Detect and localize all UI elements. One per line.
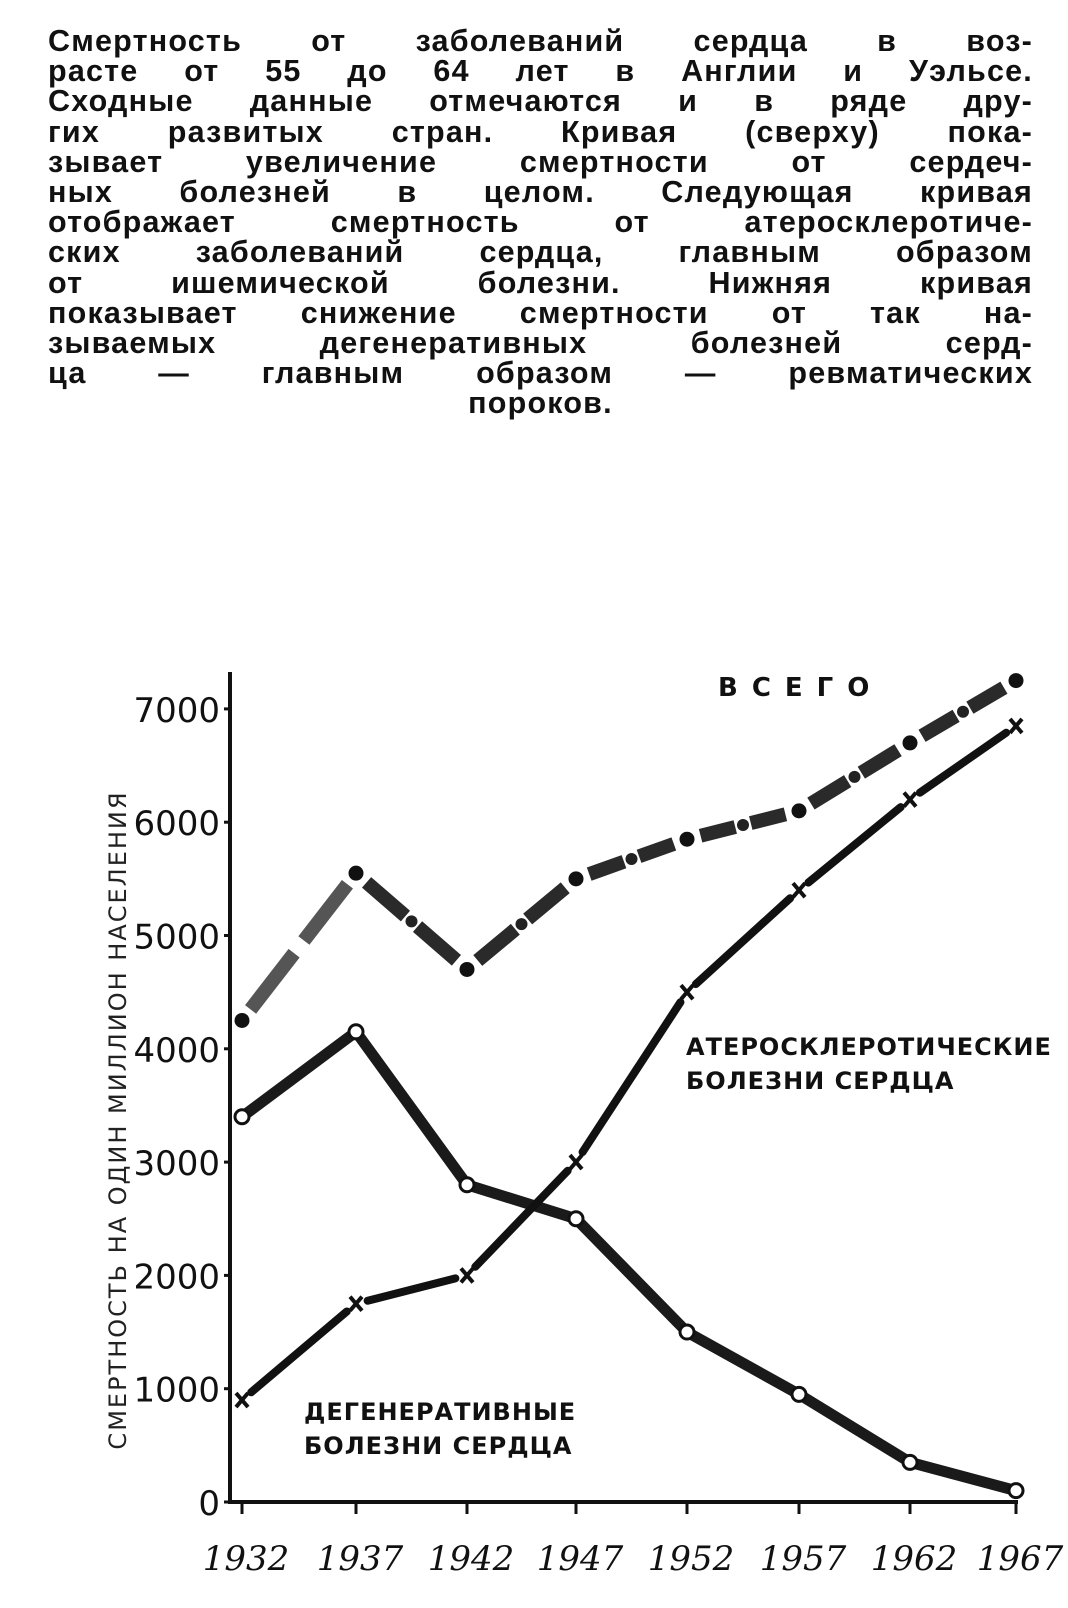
y-tick-label: 4000 (133, 1030, 220, 1071)
series-label-atherosclerotic: БОЛЕЗНИ СЕРДЦА (686, 1067, 955, 1095)
open-circle-marker (349, 1025, 363, 1039)
series-total-segment (639, 844, 674, 856)
series-label-atherosclerotic: АТЕРОСКЛЕРОТИЧЕСКИЕ (686, 1033, 1052, 1061)
x-tick-label: 1942 (427, 1539, 515, 1579)
series-atherosclerotic-segment (920, 733, 1006, 793)
cross-marker (461, 1268, 473, 1282)
filled-dot-marker (235, 1013, 250, 1028)
caption-line: расте от 55 до 64 лет в Англии и Уэльсе. (48, 54, 1033, 89)
series-atherosclerotic-segment (808, 807, 900, 882)
series-total-segment (528, 888, 566, 919)
caption-line: показывает снижение смертности от так на- (48, 295, 1033, 330)
caption-line: ных болезней в целом. Следующая кривая (48, 175, 1033, 210)
chart-labels (304, 673, 1052, 1460)
y-tick-label: 0 (198, 1484, 220, 1524)
series-label-total: ВСЕГО (718, 673, 884, 703)
y-tick-label: 1000 (133, 1370, 220, 1411)
cross-marker (570, 1155, 582, 1169)
series-total-segment (251, 953, 295, 1009)
figure-caption (48, 26, 1033, 419)
x-tick-label: 1937 (316, 1539, 404, 1579)
x-tick-label: 1957 (759, 1539, 847, 1579)
series-total-segment (418, 927, 457, 961)
series-total-segment (367, 882, 406, 916)
filled-dot-marker (1009, 673, 1024, 688)
cross-marker (236, 1393, 248, 1407)
filled-dot-marker (792, 803, 807, 818)
open-circle-marker (1009, 1484, 1023, 1498)
caption-line: зывает увеличение смертности от сердеч- (48, 144, 1033, 179)
y-tick-label: 2000 (133, 1257, 220, 1298)
x-tick-label: 1967 (976, 1539, 1064, 1579)
series-atherosclerotic-segment (475, 1171, 567, 1267)
dash-dot (849, 771, 861, 783)
series-atherosclerotic-segment (583, 1002, 681, 1152)
caption-line: Сходные данные отмечаются и в ряде дру- (48, 84, 1033, 119)
dash-dot (737, 819, 749, 831)
series-label-degenerative: БОЛЕЗНИ СЕРДЦА (304, 1432, 573, 1460)
series-total-segment (701, 827, 736, 836)
filled-dot-marker (680, 832, 695, 847)
caption-line: ских заболеваний сердца, главным образом (48, 235, 1033, 270)
cross-marker (681, 985, 693, 999)
open-circle-marker (680, 1325, 694, 1339)
x-tick-label: 1932 (202, 1539, 290, 1579)
series-total-segment (970, 688, 1004, 708)
caption-line: Смертность от заболеваний сердца в воз- (48, 24, 1033, 58)
filled-dot-marker (569, 871, 584, 886)
caption-line: зываемых дегенеративных болезней серд- (48, 326, 1033, 361)
open-circle-marker (792, 1387, 806, 1401)
series-total-segment (589, 862, 624, 874)
series-atherosclerotic-segment (368, 1278, 456, 1300)
cross-marker (793, 883, 805, 897)
x-tick-label: 1962 (870, 1539, 958, 1579)
mortality-line-chart (0, 600, 1068, 1608)
x-tick-label: 1952 (647, 1539, 735, 1579)
filled-dot-marker (349, 866, 364, 881)
open-circle-marker (460, 1178, 474, 1192)
y-tick-label: 6000 (133, 804, 220, 845)
series-total-segment (861, 750, 898, 773)
chart-axes (104, 672, 1064, 1579)
caption-line: от ишемической болезни. Нижняя кривая (48, 265, 1033, 300)
series-total-segment (922, 716, 956, 736)
series-atherosclerotic-segment (251, 1311, 347, 1392)
open-circle-marker (903, 1455, 917, 1469)
series-total-segment (478, 929, 516, 960)
series-total-segment (751, 814, 786, 823)
series-atherosclerotic-segment (696, 898, 790, 984)
filled-dot-marker (903, 735, 918, 750)
dash-dot (516, 918, 528, 930)
dash-dot (957, 706, 969, 718)
cross-marker (1010, 719, 1022, 733)
cross-marker (350, 1297, 362, 1311)
series-label-degenerative: ДЕГЕНЕРАТИВНЫЕ (304, 1398, 577, 1426)
caption-line: отображает смертность от атеросклеротиче- (48, 205, 1033, 240)
y-axis-title: СМЕРТНОСТЬ НА ОДИН МИЛЛИОН НАСЕЛЕНИЯ (104, 790, 132, 1450)
open-circle-marker (235, 1110, 249, 1124)
caption-line: гих развитых стран. Кривая (сверху) пока- (48, 114, 1033, 149)
series-total-segment (304, 884, 348, 940)
caption-line: ца — главным образом — ревматических (48, 356, 1033, 391)
filled-dot-marker (460, 962, 475, 977)
y-tick-label: 7000 (133, 690, 220, 731)
x-tick-label: 1947 (536, 1539, 624, 1579)
caption-line: пороков. (468, 386, 613, 421)
dash-dot (406, 915, 418, 927)
y-tick-label: 3000 (133, 1144, 220, 1185)
y-tick-label: 5000 (133, 917, 220, 958)
series-total-segment (811, 781, 848, 804)
open-circle-marker (569, 1212, 583, 1226)
cross-marker (904, 793, 916, 807)
dash-dot (626, 853, 638, 865)
